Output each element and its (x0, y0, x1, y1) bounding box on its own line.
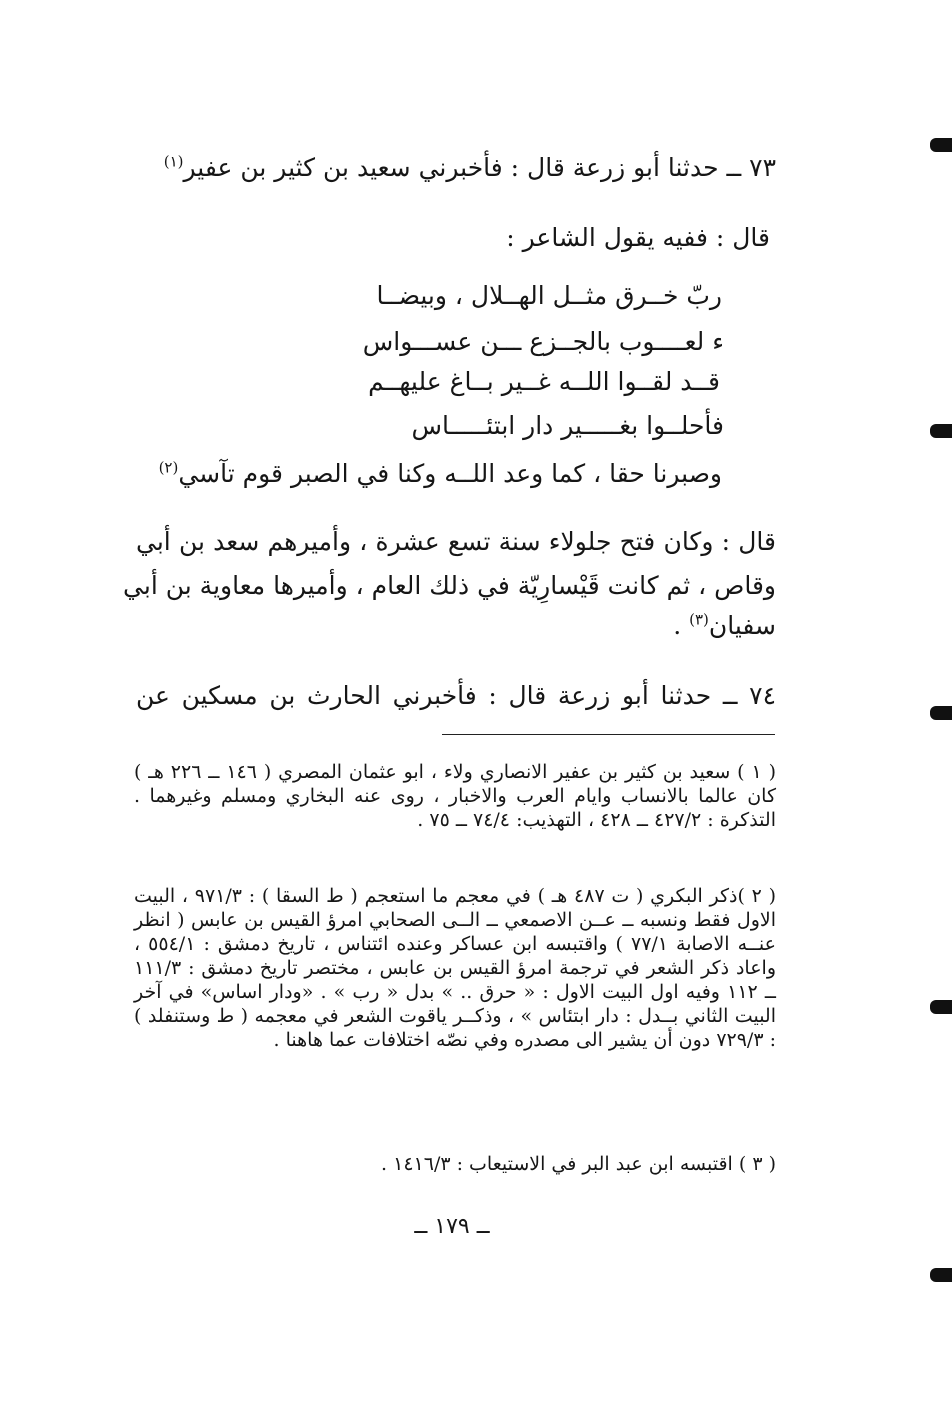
poem-line-3: قــد لقــوا اللــه غــير بــاغ عليهــم (368, 367, 720, 396)
narrative-line-2: وقاص ، ثم كانت قَيْسارِيّة في ذلك العام ، وأميرها معاوية بن أبي (123, 571, 776, 600)
scan-edge-mark (930, 424, 952, 438)
hadith-73-intro: قال : ففيه يقول الشاعر : (506, 223, 770, 252)
footnote-3: ( ٣ ) اقتبسه ابن عبد البر في الاستيعاب : ١٤١٦/٣ . (381, 1153, 776, 1175)
poem-line-4: فأحلــوا بغـــــير دار ابتئـــــاس (411, 411, 724, 440)
poem-line-2: ء لعــــوب بالجــزع ـــن عســـواس (362, 327, 724, 356)
narrative-line-3 (673, 606, 776, 646)
narrative-line-3-end: . (673, 611, 690, 640)
footnote-ref-2[interactable]: (٢) (158, 458, 179, 477)
footnote-2: ( ٢ )ذكر البكري ( ت ٤٨٧ هـ ) في معجم ما استعجم ( ط السقا ) : ٩٧١/٣ ، البيت الاول فقط ونسبه ــ عــن الاصمعي ــ الــى الصحابي امرؤ القيس بن عابس ( انظر عنــه الاصابة ٧٧/١ ) واقتبسه ابن عساكر وعنده ائتناس ، تاريخ دمشق : ٥٥٤/١ ، واعاد ذكر الشعر في ترجمة امرؤ القيس بن عابس ، مختصر تاريخ دمشق : ١١١/٣ ــ ١١٢ وفيه اول البيت الاول : « حرق .. » بدل « رب » . «ودار اساس» في آخر البيت الثاني بــدل : دار ابتئاس » ، وذكــر ياقوت الشعر في معجمه ( ط وستنفلد ) : ٧٢٩/٣ دون أن يشير الى مصدره وفي نصّه اختلافات عما هاهنا . (134, 885, 776, 1051)
hadith-73-heading-text: ٧٣ ــ حدثنا أبو زرعة قال : فأخبرني سعيد بن كثير بن عفير (183, 153, 776, 182)
narrative-line-1: قال : وكان فتح جلولاء سنة تسع عشرة ، وأميرهم سعد بن أبي (136, 527, 776, 556)
scan-edge-mark (930, 706, 952, 720)
scan-edge-mark (930, 1000, 952, 1014)
page-number: ــ ١٧٩ ــ (414, 1214, 490, 1239)
hadith-73-heading (164, 148, 776, 188)
footnote-ref-1[interactable]: (١) (163, 152, 184, 171)
poem-line-5 (159, 454, 722, 494)
footnote-1: ( ١ ) سعيد بن كثير بن عفير الانصاري ولاء ، ابو عثمان المصري ( ١٤٦ ــ ٢٢٦ هـ ) كان عالما بالانساب وايام العرب والاخبار ، روى عنه البخاري ومسلم وغيرهما . التذكرة : ٤٢٧/٢ ــ ٤٢٨ ، التهذيب: ٧٤/٤ ــ ٧٥ . (134, 761, 777, 831)
poem-line-5-text: وصبرنا حقا ، كما وعد اللــه وكنا في الصبر قوم تآسي (178, 459, 722, 488)
narrative-line-3-text: سفيان (708, 611, 776, 640)
poem-line-1: ربّ خــرق مثــل الهــلال ، وبيضــا (376, 281, 722, 310)
scan-edge-mark (930, 1268, 952, 1282)
footnote-ref-3[interactable]: (٣) (689, 610, 709, 629)
footnote-divider (442, 734, 775, 735)
hadith-74-heading: ٧٤ ــ حدثنا أبو زرعة قال : فأخبرني الحارث بن مسكين عن (136, 681, 776, 710)
scan-edge-mark (930, 138, 952, 152)
